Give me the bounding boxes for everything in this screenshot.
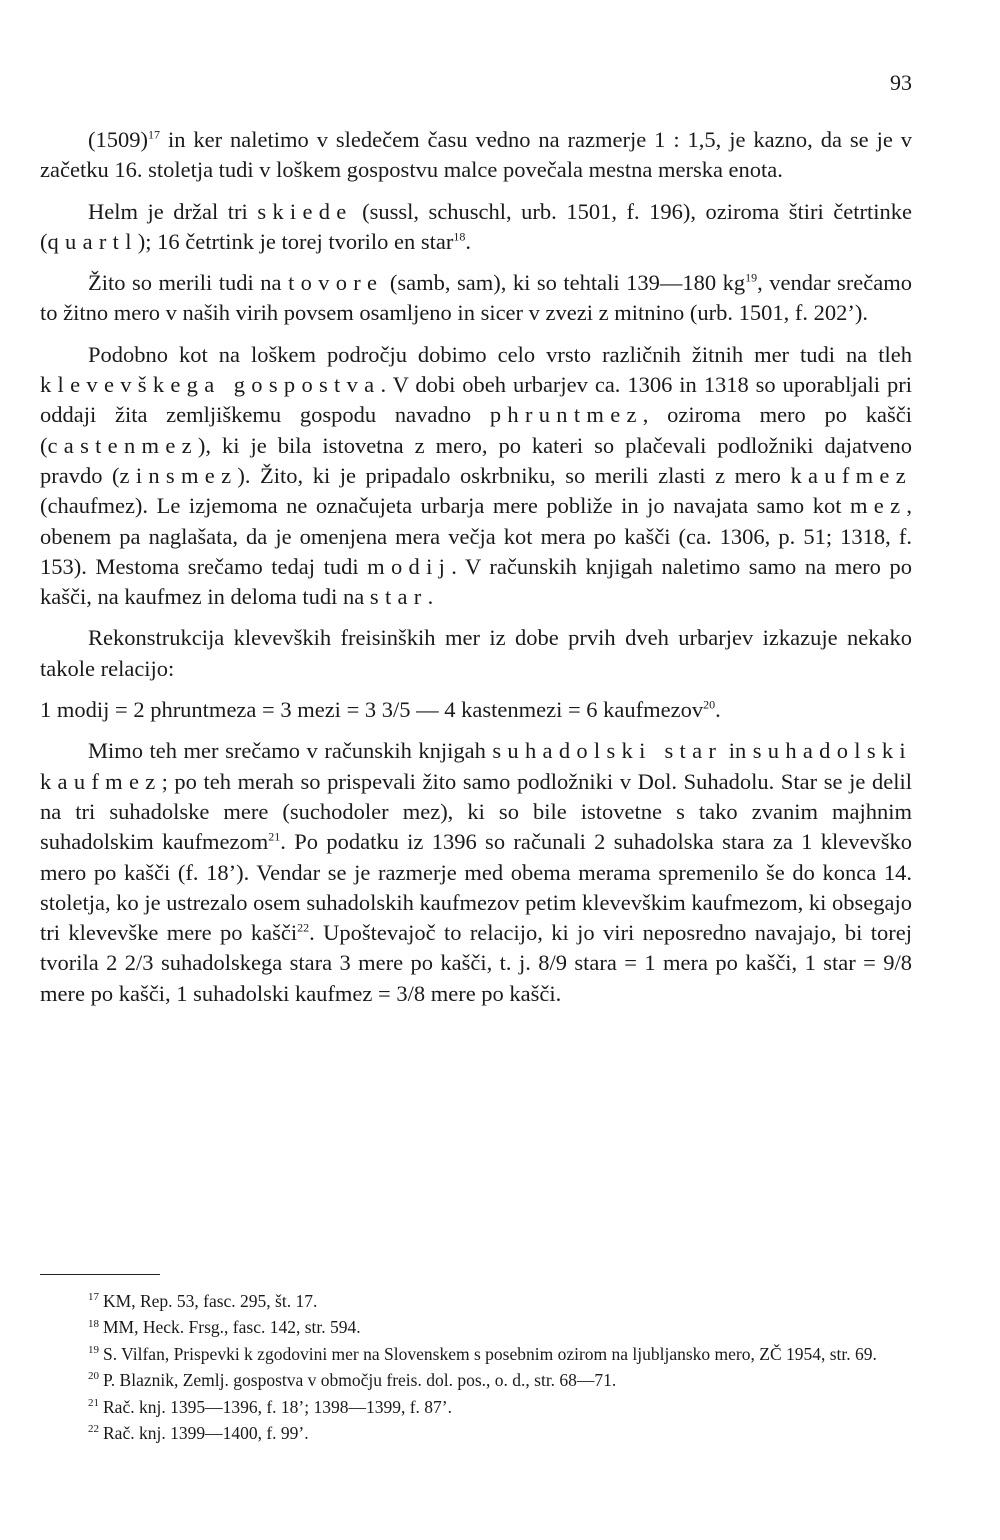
text-run: (sussl, schuschl, urb. 1501, f. 196), oziroma štiri četrtinke ( xyxy=(40,198,912,254)
footnotes xyxy=(40,1288,912,1446)
paragraph xyxy=(40,125,912,186)
spaced-term: modij xyxy=(367,553,452,579)
footnote xyxy=(40,1367,912,1393)
footnote xyxy=(40,1420,912,1446)
footnote xyxy=(40,1394,912,1420)
text-run: 1 modij = 2 phruntmeza = 3 mezi = 3 3/5 — 4 kastenmezi = 6 kaufmezov xyxy=(40,697,704,723)
footnote-ref: 18 xyxy=(453,229,466,244)
spaced-term: quartl xyxy=(47,228,138,254)
text-run: . xyxy=(715,697,721,723)
text-run: ). Žito, ki je pripadalo oskrbniku, so merili zlasti z mero xyxy=(237,462,791,488)
footnote-number: 17 xyxy=(88,1291,99,1304)
text-run: in ker naletimo v sledečem času vedno na razmerje 1 : 1,5, je kazno, da se je v začetku 16. stoletja tudi v loškem gospostvu malce povečala mestna merska enota. xyxy=(40,127,912,183)
footnote xyxy=(40,1341,912,1367)
footnote-text: S. Vilfan, Prispevki k zgodovini mer na Slovenskem s posebnim ozirom na ljubljansko mero, ZČ 1954, str. 69. xyxy=(103,1343,877,1364)
text-run: (chaufmez). Le izjemoma ne označujeta urbarja mere pobliže in jo navajata samo kot xyxy=(40,493,850,519)
footnote-ref: 21 xyxy=(268,829,281,844)
text-run: Mimo teh mer srečamo v računskih knjigah xyxy=(88,738,493,764)
footnote-text: P. Blaznik, Zemlj. gospostva v območju freis. dol. pos., o. d., str. 68—71. xyxy=(103,1370,617,1391)
footnote-text: Rač. knj. 1399—1400, f. 99’. xyxy=(103,1423,309,1444)
text-run: ; po teh merah so prispevali žito samo podložniki v Dol. Suhadolu. Star se je delil na tri suhadolske mere (suchodoler mez), ki so bile istovetne s tako zvanim majhnim suhadolskim kaufmezom xyxy=(40,768,912,855)
footnote-ref: 20 xyxy=(703,697,716,712)
footnote-number: 20 xyxy=(88,1370,99,1383)
text-run: , obenem pa naglašata, da je omenjena mera večja kot mera po kašči (ca. 1306, p. 51; 1318, f. 153). Mestoma srečamo tedaj tudi xyxy=(40,493,912,579)
spaced-term: mez xyxy=(850,493,907,519)
spaced-term: tovore xyxy=(288,270,384,296)
footnote-ref: 19 xyxy=(745,270,758,285)
spaced-term: zinsmez xyxy=(119,462,238,488)
spaced-term: phruntmez xyxy=(489,402,643,428)
footnote-ref: 17 xyxy=(148,127,160,142)
footnote-number: 19 xyxy=(88,1343,99,1356)
text-run: . Po podatku iz 1396 so računali 2 suhadolska stara za 1 klevevško mero po kašči (f. 18’). Vendar se je razmerje med obema merama spremenilo še do konca 14. stoletja, ko je ustrezalo osem suhadolskih kaufmezov petim klevevškim kaufmezom, ki obsegajo tri klevevške mere po kašči xyxy=(40,829,912,946)
text-run: Žito so merili tudi na xyxy=(88,270,289,296)
paragraph xyxy=(40,736,912,1009)
equation-line xyxy=(40,695,912,725)
text-run: . V dobi obeh urbarjev ca. 1306 in 1318 so uporabljali pri oddaji žita zemljiškemu gospodu navadno xyxy=(40,372,912,428)
spaced-term: castenmez xyxy=(47,432,198,458)
text-run: . Upoštevajoč to relacijo, ki jo viri neposredno navajajo, bi torej tvorila 2 2/3 suhadolskega stara 3 mere po kašči, t. j. 8/9 stara = 1 mera po kašči, 1 star = 9/8 mere po kašči, 1 suhadolski kaufmez = 3/8 mere po kašči. xyxy=(40,920,912,1006)
text-run: Podobno kot na loškem področju dobimo celo vrsto različnih žitnih mer tudi na tleh xyxy=(88,341,912,367)
spaced-term: klevevškega gospostva xyxy=(40,372,381,398)
footnote-number: 18 xyxy=(88,1317,99,1330)
footnote xyxy=(40,1288,912,1314)
spaced-term: kaufmez xyxy=(790,462,912,488)
text-run: ); 16 četrtink je torej tvorilo en star xyxy=(137,228,454,254)
footnote-number: 22 xyxy=(88,1423,99,1436)
paragraph xyxy=(40,268,912,329)
paragraph xyxy=(40,623,912,684)
footnote-text: KM, Rep. 53, fasc. 295, št. 17. xyxy=(103,1291,318,1311)
page-number: 93 xyxy=(890,70,912,95)
footnote-text: Rač. knj. 1395—1396, f. 18’; 1398—1399, f. 87’. xyxy=(103,1396,452,1417)
footnote-number: 21 xyxy=(88,1396,99,1409)
text-run: (1509) xyxy=(88,127,148,152)
body-text xyxy=(40,125,912,1009)
text-run: Helm je držal tri xyxy=(88,198,258,224)
footnote-ref: 22 xyxy=(297,920,310,935)
text-run: in xyxy=(722,738,753,764)
paragraph xyxy=(40,197,912,258)
spaced-term: suhadolski kaufmez xyxy=(40,738,912,794)
text-run: . V računskih knjigah naletimo samo na mero po kašči, na kaufmez in deloma tudi na xyxy=(40,553,912,610)
text-run: . xyxy=(465,228,471,254)
text-run: (samb, sam), ki so tehtali 139—180 kg xyxy=(383,270,746,296)
footnote xyxy=(40,1314,912,1340)
text-run: . xyxy=(427,584,434,610)
spaced-term: suhadolski star xyxy=(492,738,723,764)
text-run: Rekonstrukcija klevevških freisinških mer iz dobe prvih dveh urbarjev izkazuje nekako takole relacijo: xyxy=(40,625,912,681)
footnote-text: MM, Heck. Frsg., fasc. 142, str. 594. xyxy=(103,1317,361,1338)
paragraph xyxy=(40,340,912,613)
spaced-term: skiede xyxy=(257,198,353,224)
text-run: ), ki je bila istovetna z mero, po kateri so plačevali podložniki dajatveno pravdo ( xyxy=(40,432,912,488)
text-run: , oziroma mero po kašči ( xyxy=(40,402,913,458)
footnote-divider xyxy=(40,1274,160,1275)
spaced-term: star xyxy=(369,584,428,610)
text-run: , vendar srečamo to žitno mero v naših virih povsem osamljeno in sicer v zvezi z mitnino (urb. 1501, f. 202’). xyxy=(40,270,912,326)
